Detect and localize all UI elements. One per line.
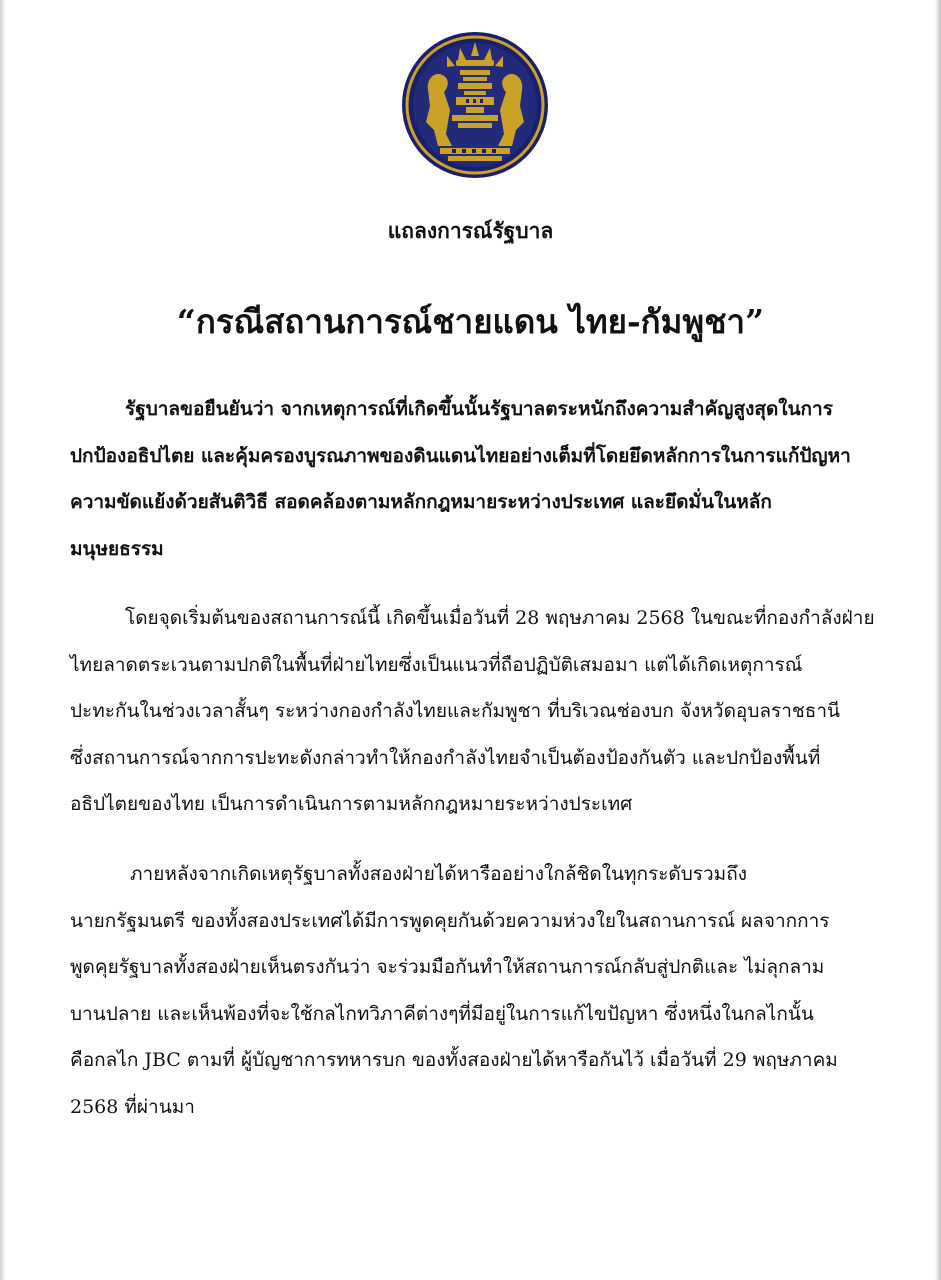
paragraph-line: พูดคุยรัฐบาลทั้งสองฝ่ายเห็นตรงกันว่า จะร่วมมือกันทำให้สถานการณ์กลับสู่ปกติและ ไม่ลุกลาม	[70, 956, 825, 978]
paragraph-line: ซึ่งสถานการณ์จากการปะทะดังกล่าวทำให้กองกำลังไทยจำเป็นต้องป้องกันตัว และปกป้องพื้นที่	[70, 746, 821, 769]
paragraph-2	[70, 595, 875, 828]
paragraph-line: มนุษยธรรม	[70, 537, 164, 560]
page-edge-left	[0, 0, 6, 1280]
paragraph-line: คือกลไก JBC ตามที่ ผู้บัญชาการทหารบก ของทั้งสองฝ่ายได้หารือกันไว้ เมื่อวันที่ 29 พฤษภาคม	[70, 1049, 838, 1071]
paragraph-1	[70, 386, 870, 572]
paragraph-line: ปะทะกันในช่วงเวลาสั้นๆ ระหว่างกองกำลังไทยและกัมพูชา ที่บริเวณช่องบก จังหวัดอุบลราชธานี	[70, 700, 841, 722]
paragraph-line: ความขัดแย้งด้วยสันติวิธี สอดคล้องตามหลักกฎหมายระหว่างประเทศ และยึดมั่นในหลัก	[70, 491, 772, 513]
statement-title: “กรณีสถานการณ์ชายแดน ไทย-กัมพูชา”	[176, 302, 765, 341]
government-seal-icon	[400, 30, 550, 180]
paragraph-line: โดยจุดเริ่มต้นของสถานการณ์นี้ เกิดขึ้นเมื่อวันที่ 28 พฤษภาคม 2568 ในขณะที่กองกำลังฝ่าย	[125, 607, 875, 629]
paragraph-line: ปกป้องอธิปไตย และคุ้มครองบูรณภาพของดินแดนไทยอย่างเต็มที่โดยยึดหลักการในการแก้ปัญหา	[70, 444, 851, 467]
paragraph-line: นายกรัฐมนตรี ของทั้งสองประเทศได้มีการพูดคุยกันด้วยความห่วงใยในสถานการณ์ ผลจากการ	[70, 909, 830, 932]
paragraph-line: 2568 ที่ผ่านมา	[70, 1095, 195, 1118]
paragraph-line: ไทยลาดตระเวนตามปกติในพื้นที่ฝ่ายไทยซึ่งเป็นแนวที่ถือปฏิบัติเสมอมา แต่ได้เกิดเหตุการณ์	[70, 653, 803, 676]
statement-heading: แถลงการณ์รัฐบาล	[387, 218, 554, 243]
paragraph-3	[70, 851, 870, 1130]
paragraph-line: บานปลาย และเห็นพ้องที่จะใช้กลไกทวิภาคีต่างๆที่มีอยู่ในการแก้ไขปัญหา ซึ่งหนึ่งในกลไกนั้น	[70, 1002, 814, 1025]
paragraph-line: ภายหลังจากเกิดเหตุรัฐบาลทั้งสองฝ่ายได้หารืออย่างใกล้ชิดในทุกระดับรวมถึง	[130, 863, 747, 885]
page-edge-right	[933, 0, 941, 1280]
paragraph-line: อธิปไตยของไทย เป็นการดำเนินการตามหลักกฎหมายระหว่างประเทศ	[70, 793, 633, 815]
paragraph-line: รัฐบาลขอยืนยันว่า จากเหตุการณ์ที่เกิดขึ้นนั้นรัฐบาลตระหนักถึงความสำคัญสูงสุดในการ	[125, 398, 833, 420]
